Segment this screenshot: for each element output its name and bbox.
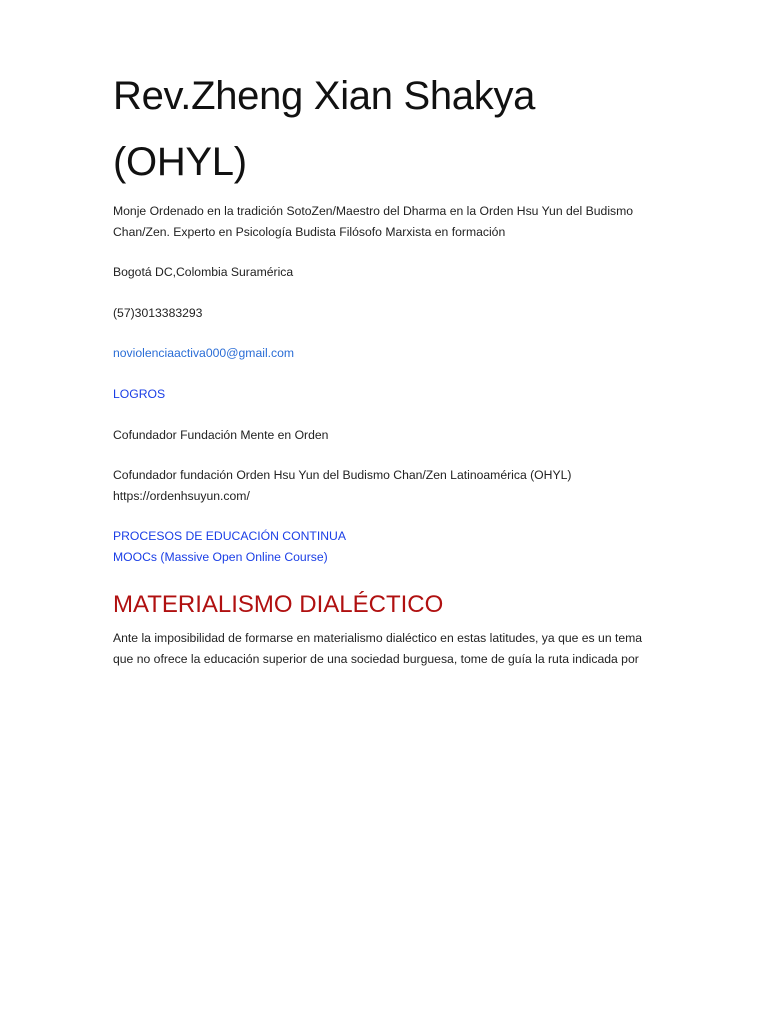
- location-text: Bogotá DC,Colombia Suramérica: [113, 265, 294, 279]
- email-link[interactable]: noviolenciaactiva000@gmail.com: [113, 346, 295, 360]
- section-heading: MATERIALISMO DIALÉCTICO: [113, 591, 444, 618]
- phone-text: (57)3013383293: [113, 306, 203, 320]
- education-links: [113, 526, 653, 567]
- moocs-link[interactable]: MOOCs (Massive Open Online Course): [113, 549, 328, 564]
- procesos-link[interactable]: PROCESOS DE EDUCACIÓN CONTINUA: [113, 529, 346, 543]
- achievement-item-2-url: https://ordenhsuyun.com/: [113, 488, 250, 503]
- achievement-item-2: [113, 465, 653, 506]
- achievement-item-1: Cofundador Fundación Mente en Orden: [113, 428, 329, 442]
- logros-link[interactable]: LOGROS: [113, 387, 166, 401]
- achievement-item-2-text: Cofundador fundación Orden Hsu Yun del Budismo Chan/Zen Latinoamérica (OHYL): [113, 468, 572, 482]
- logros-paragraph: [113, 384, 653, 405]
- email-paragraph: [113, 343, 653, 364]
- page-title: Rev.Zheng Xian Shakya (OHYL): [113, 74, 536, 184]
- bio-paragraph: Monje Ordenado en la tradición SotoZen/Maestro del Dharma en la Orden Hsu Yun del Budismo Chan/Zen. Experto en Psicología Budista Filósofo Marxista en formación: [113, 204, 634, 239]
- section-body: Ante la imposibilidad de formarse en materialismo dialéctico en estas latitudes, ya que es un tema que no ofrece la educación superior de una sociedad burguesa, tome de guía la ruta indicada por: [113, 631, 643, 666]
